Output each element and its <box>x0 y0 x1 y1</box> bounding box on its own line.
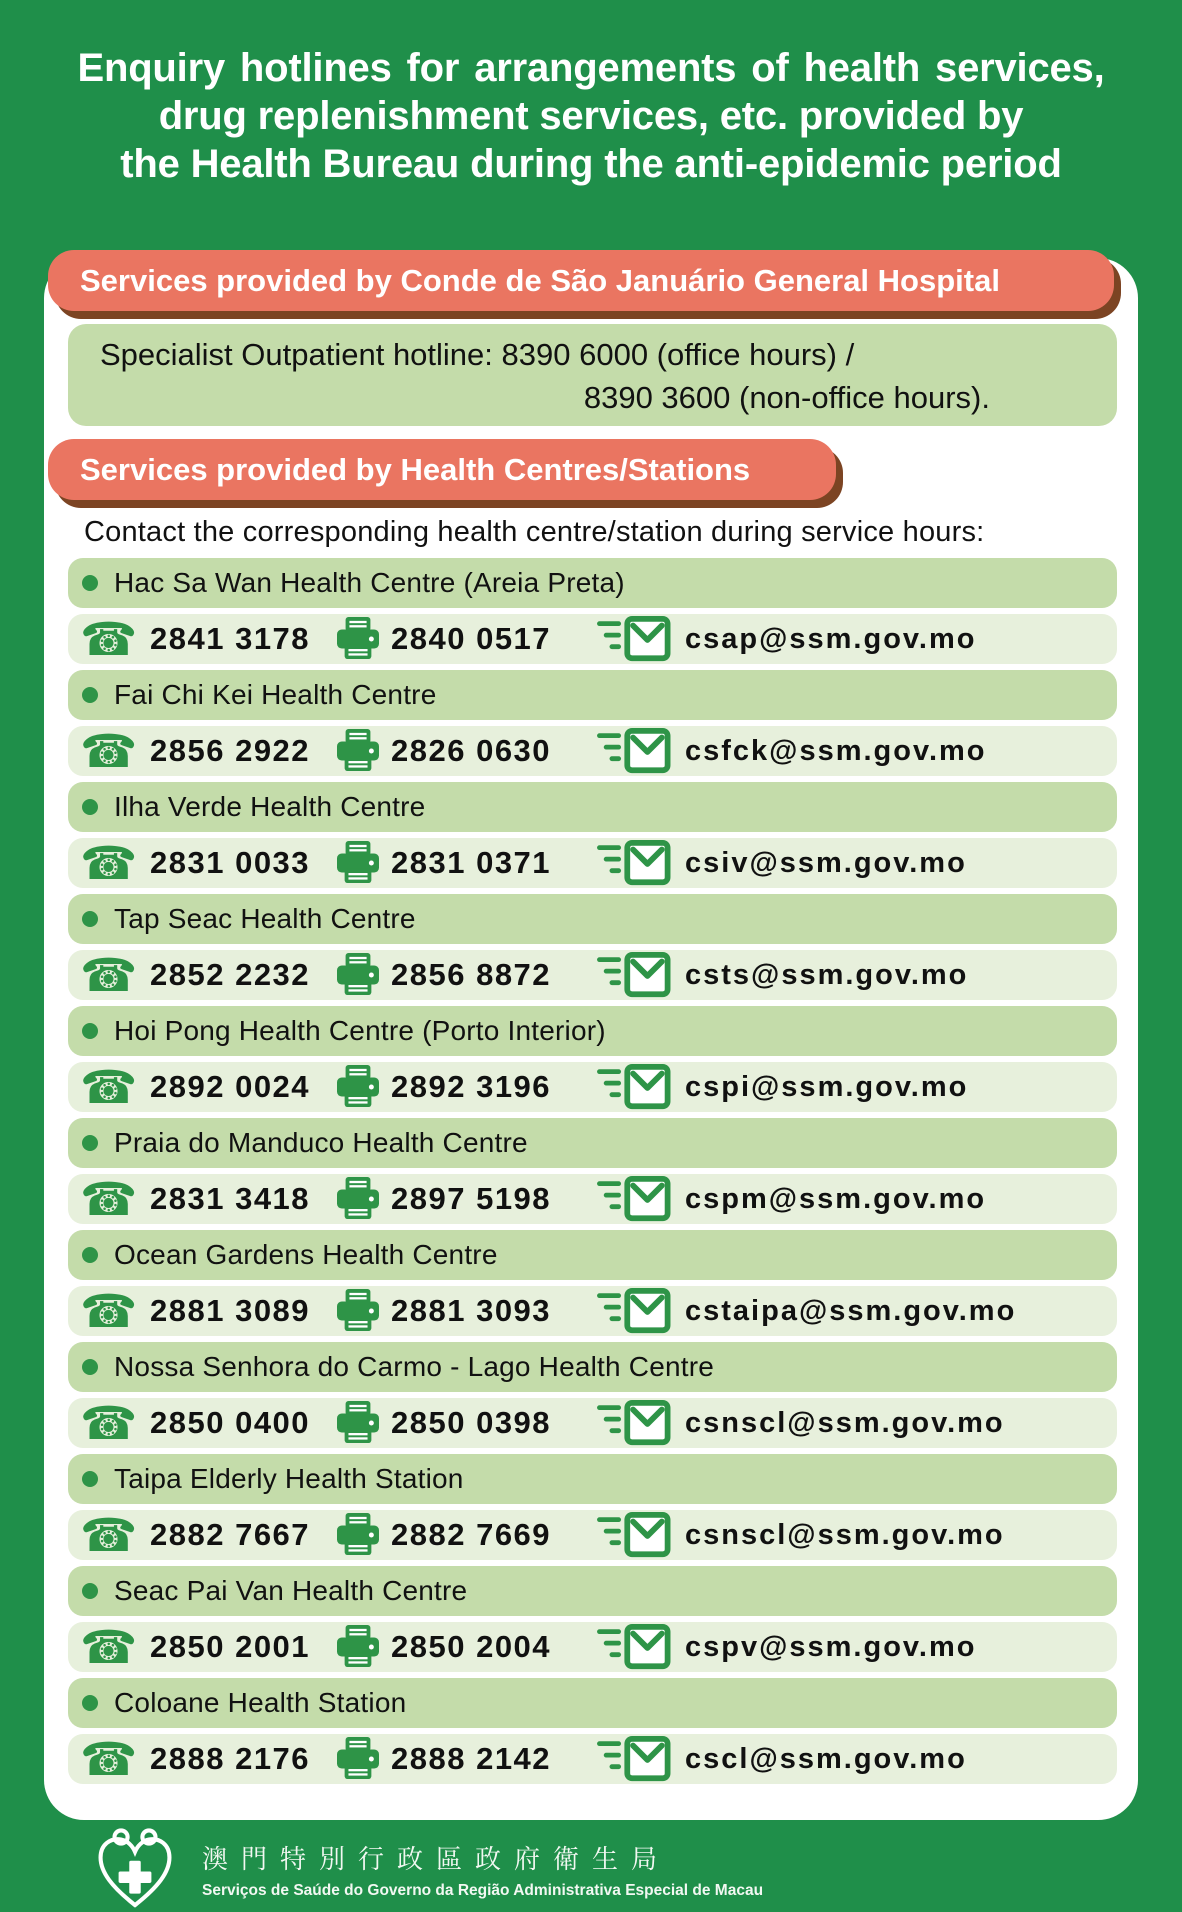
fax-icon <box>337 1736 379 1782</box>
email-icon <box>597 1063 671 1111</box>
bullet-icon <box>82 1471 98 1487</box>
email-icon <box>597 1511 671 1559</box>
fax-number: 2888 2142 <box>391 1741 552 1776</box>
email-address: cscl@ssm.gov.mo <box>685 1742 967 1775</box>
section-header-centres <box>48 439 836 500</box>
page-title-line2: drug replenishment services, etc. provided by <box>158 94 1024 138</box>
centre-name: Ocean Gardens Health Centre <box>114 1239 498 1270</box>
email-address: cstaipa@ssm.gov.mo <box>685 1294 1017 1327</box>
phone-icon: ☎ <box>80 1172 138 1226</box>
phone-number: 2881 3089 <box>150 1293 311 1328</box>
phone-icon: ☎ <box>80 836 138 890</box>
centre-name: Fai Chi Kei Health Centre <box>114 679 437 710</box>
org-name-portuguese: Serviços de Saúde do Governo da Região Administrativa Especial de Macau <box>202 1881 764 1899</box>
fax-icon <box>337 728 379 774</box>
email-address: csfck@ssm.gov.mo <box>685 734 987 767</box>
email-address: cspm@ssm.gov.mo <box>685 1182 987 1215</box>
phone-number: 2856 2922 <box>150 733 311 768</box>
bullet-icon <box>82 1135 98 1151</box>
fax-icon <box>337 616 379 662</box>
hospital-hotline-box <box>68 324 1117 426</box>
fax-number: 2881 3093 <box>391 1293 552 1328</box>
centre-name: Hoi Pong Health Centre (Porto Interior) <box>114 1015 606 1046</box>
page-title-line3: the Health Bureau during the anti-epidemic period <box>120 142 1062 186</box>
email-address: csnscl@ssm.gov.mo <box>685 1518 1005 1551</box>
email-address: csnscl@ssm.gov.mo <box>685 1406 1005 1439</box>
bullet-icon <box>82 1359 98 1375</box>
hospital-hotline-line1: Specialist Outpatient hotline: 8390 6000 (office hours) / <box>100 337 855 372</box>
centre-contact-row <box>68 1398 1117 1448</box>
fax-number: 2882 7669 <box>391 1517 552 1552</box>
email-address: csiv@ssm.gov.mo <box>685 846 967 879</box>
phone-number: 2888 2176 <box>150 1741 311 1776</box>
footer <box>94 1826 763 1912</box>
fax-icon <box>337 1176 379 1222</box>
phone-icon: ☎ <box>80 1732 138 1786</box>
health-bureau-heart-logo <box>94 1826 176 1912</box>
fax-icon <box>337 1624 379 1670</box>
centre-name: Praia do Manduco Health Centre <box>114 1127 528 1158</box>
centre-contact-row <box>68 1510 1117 1560</box>
section-header-hospital-label: Services provided by Conde de São Januário General Hospital <box>80 263 1000 298</box>
fax-number: 2826 0630 <box>391 733 552 768</box>
fax-icon <box>337 952 379 998</box>
email-address: cspi@ssm.gov.mo <box>685 1070 969 1103</box>
fax-number: 2850 2004 <box>391 1629 552 1664</box>
bullet-icon <box>82 1695 98 1711</box>
centre-name-row <box>68 1006 1117 1056</box>
fax-number: 2856 8872 <box>391 957 552 992</box>
centre-contact-row <box>68 1286 1117 1336</box>
bullet-icon <box>82 687 98 703</box>
phone-number: 2892 0024 <box>150 1069 311 1104</box>
centre-name-row <box>68 782 1117 832</box>
email-icon <box>597 951 671 999</box>
page-title-line1: Enquiry hotlines for arrangements of health services, <box>77 46 1105 90</box>
centre-name-row <box>68 1678 1117 1728</box>
email-icon <box>597 1399 671 1447</box>
centre-name-row <box>68 1230 1117 1280</box>
bullet-icon <box>82 799 98 815</box>
email-icon <box>597 1623 671 1671</box>
centre-contact-row <box>68 1174 1117 1224</box>
phone-icon: ☎ <box>80 612 138 666</box>
page-title <box>0 44 1182 188</box>
fax-icon <box>337 1064 379 1110</box>
phone-number: 2882 7667 <box>150 1517 311 1552</box>
phone-icon: ☎ <box>80 948 138 1002</box>
phone-number: 2831 3418 <box>150 1181 311 1216</box>
centre-contact-row <box>68 1062 1117 1112</box>
centre-contact-row <box>68 950 1117 1000</box>
fax-icon <box>337 840 379 886</box>
centre-contact-row <box>68 614 1117 664</box>
bullet-icon <box>82 575 98 591</box>
email-icon <box>597 727 671 775</box>
centre-name: Ilha Verde Health Centre <box>114 791 426 822</box>
centre-contact-row <box>68 1622 1117 1672</box>
email-address: cspv@ssm.gov.mo <box>685 1630 977 1663</box>
centre-name: Nossa Senhora do Carmo - Lago Health Centre <box>114 1351 715 1382</box>
centre-name-row <box>68 1566 1117 1616</box>
centre-contact-row <box>68 838 1117 888</box>
fax-icon <box>337 1288 379 1334</box>
phone-number: 2841 3178 <box>150 621 311 656</box>
centre-name-row <box>68 1454 1117 1504</box>
phone-icon: ☎ <box>80 724 138 778</box>
phone-icon: ☎ <box>80 1396 138 1450</box>
centre-name-row <box>68 894 1117 944</box>
bullet-icon <box>82 1247 98 1263</box>
bullet-icon <box>82 1023 98 1039</box>
email-icon <box>597 615 671 663</box>
fax-number: 2840 0517 <box>391 621 552 656</box>
centre-name: Hac Sa Wan Health Centre (Areia Preta) <box>114 567 625 598</box>
centre-name: Taipa Elderly Health Station <box>114 1463 464 1494</box>
centre-contact-row <box>68 1734 1117 1784</box>
email-address: csap@ssm.gov.mo <box>685 622 977 655</box>
email-icon <box>597 1735 671 1783</box>
phone-number: 2850 2001 <box>150 1629 311 1664</box>
email-icon <box>597 1175 671 1223</box>
email-icon <box>597 1287 671 1335</box>
fax-number: 2892 3196 <box>391 1069 552 1104</box>
centre-name-row <box>68 1118 1117 1168</box>
phone-number: 2852 2232 <box>150 957 311 992</box>
fax-number: 2897 5198 <box>391 1181 552 1216</box>
centre-contact-row <box>68 726 1117 776</box>
section-header-centres-label: Services provided by Health Centres/Stations <box>80 452 751 487</box>
phone-icon: ☎ <box>80 1508 138 1562</box>
fax-number: 2831 0371 <box>391 845 552 880</box>
org-name-chinese: 澳門特別行政區政府衛生局 <box>202 1843 671 1874</box>
phone-icon: ☎ <box>80 1284 138 1338</box>
email-address: csts@ssm.gov.mo <box>685 958 969 991</box>
centre-name-row <box>68 558 1117 608</box>
fax-icon <box>337 1400 379 1446</box>
centre-name-row <box>68 670 1117 720</box>
fax-number: 2850 0398 <box>391 1405 552 1440</box>
centre-name: Coloane Health Station <box>114 1687 407 1718</box>
bullet-icon <box>82 1583 98 1599</box>
phone-icon: ☎ <box>80 1060 138 1114</box>
hospital-hotline-line2: 8390 3600 (non-office hours). <box>583 380 990 415</box>
fax-icon <box>337 1512 379 1558</box>
centres-list <box>68 558 1117 1790</box>
phone-icon: ☎ <box>80 1620 138 1674</box>
centre-name-row <box>68 1342 1117 1392</box>
bullet-icon <box>82 911 98 927</box>
section-header-hospital <box>48 250 1114 311</box>
footer-org-names <box>202 1839 763 1900</box>
phone-number: 2850 0400 <box>150 1405 311 1440</box>
email-icon <box>597 839 671 887</box>
centre-name: Seac Pai Van Health Centre <box>114 1575 468 1606</box>
centre-name: Tap Seac Health Centre <box>114 903 416 934</box>
centres-intro: Contact the corresponding health centre/station during service hours: <box>84 516 985 548</box>
phone-number: 2831 0033 <box>150 845 311 880</box>
